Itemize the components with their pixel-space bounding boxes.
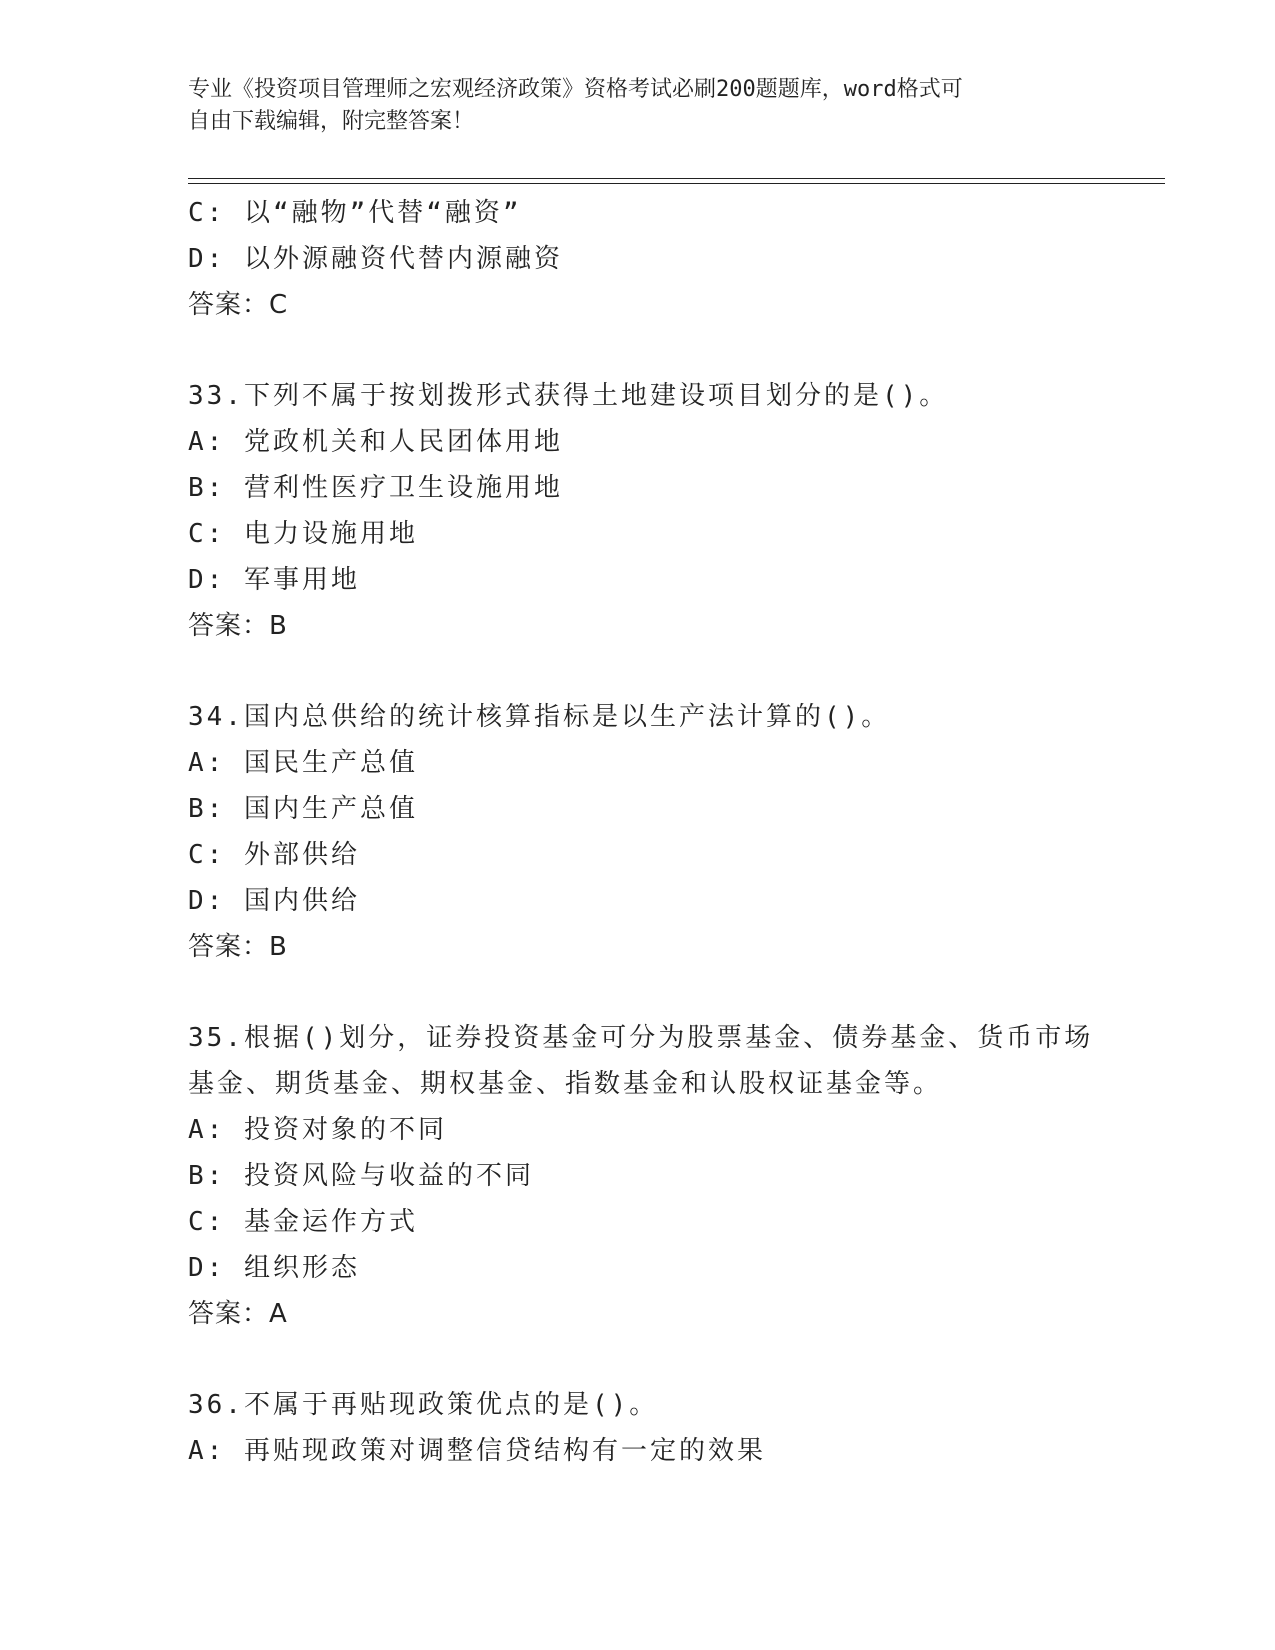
option-c: C: 以“融物”代替“融资” bbox=[188, 198, 522, 228]
option-d: D: 国内供给 bbox=[188, 886, 360, 916]
spacer bbox=[188, 1337, 1148, 1382]
spacer bbox=[188, 328, 1148, 373]
option-a: A: 国民生产总值 bbox=[188, 748, 418, 778]
option-d: D: 以外源融资代替内源融资 bbox=[188, 244, 563, 274]
header-line-1: 专业《投资项目管理师之宏观经济政策》资格考试必刷200题题库，word格式可 bbox=[188, 77, 963, 102]
option-a: A: 投资对象的不同 bbox=[188, 1115, 447, 1145]
question-stem: 34.国内总供给的统计核算指标是以生产法计算的()。 bbox=[188, 702, 891, 732]
question-block-36 bbox=[188, 1382, 1148, 1474]
question-stem-continued: 基金、期货基金、期权基金、指数基金和认股权证基金等。 bbox=[188, 1069, 943, 1099]
header-line-2: 自由下载编辑，附完整答案！ bbox=[188, 109, 475, 134]
option-b: B: 投资风险与收益的不同 bbox=[188, 1161, 534, 1191]
prev-question-block bbox=[188, 190, 1148, 328]
question-block-33 bbox=[188, 373, 1148, 649]
question-content bbox=[188, 190, 1148, 1474]
document-header bbox=[188, 74, 1068, 138]
option-a: A: 再贴现政策对调整信贷结构有一定的效果 bbox=[188, 1436, 766, 1466]
option-b: B: 营利性医疗卫生设施用地 bbox=[188, 473, 563, 503]
option-b: B: 国内生产总值 bbox=[188, 794, 418, 824]
option-d: D: 组织形态 bbox=[188, 1253, 360, 1283]
header-divider-top bbox=[188, 178, 1165, 179]
answer-line: 答案：C bbox=[188, 290, 289, 320]
option-d: D: 军事用地 bbox=[188, 565, 360, 595]
option-c: C: 基金运作方式 bbox=[188, 1207, 418, 1237]
answer-line: 答案：B bbox=[188, 932, 288, 962]
question-stem: 35.根据()划分，证券投资基金可分为股票基金、债券基金、货币市场 bbox=[188, 1023, 1094, 1053]
option-c: C: 电力设施用地 bbox=[188, 519, 418, 549]
answer-line: 答案：B bbox=[188, 611, 288, 641]
question-stem: 33.下列不属于按划拨形式获得土地建设项目划分的是()。 bbox=[188, 381, 949, 411]
option-a: A: 党政机关和人民团体用地 bbox=[188, 427, 563, 457]
question-stem: 36.不属于再贴现政策优点的是()。 bbox=[188, 1390, 659, 1420]
answer-line: 答案：A bbox=[188, 1299, 288, 1329]
spacer bbox=[188, 649, 1148, 694]
header-divider-bottom bbox=[188, 183, 1165, 184]
spacer bbox=[188, 970, 1148, 1015]
question-block-34 bbox=[188, 694, 1148, 970]
option-c: C: 外部供给 bbox=[188, 840, 360, 870]
question-block-35 bbox=[188, 1015, 1148, 1337]
